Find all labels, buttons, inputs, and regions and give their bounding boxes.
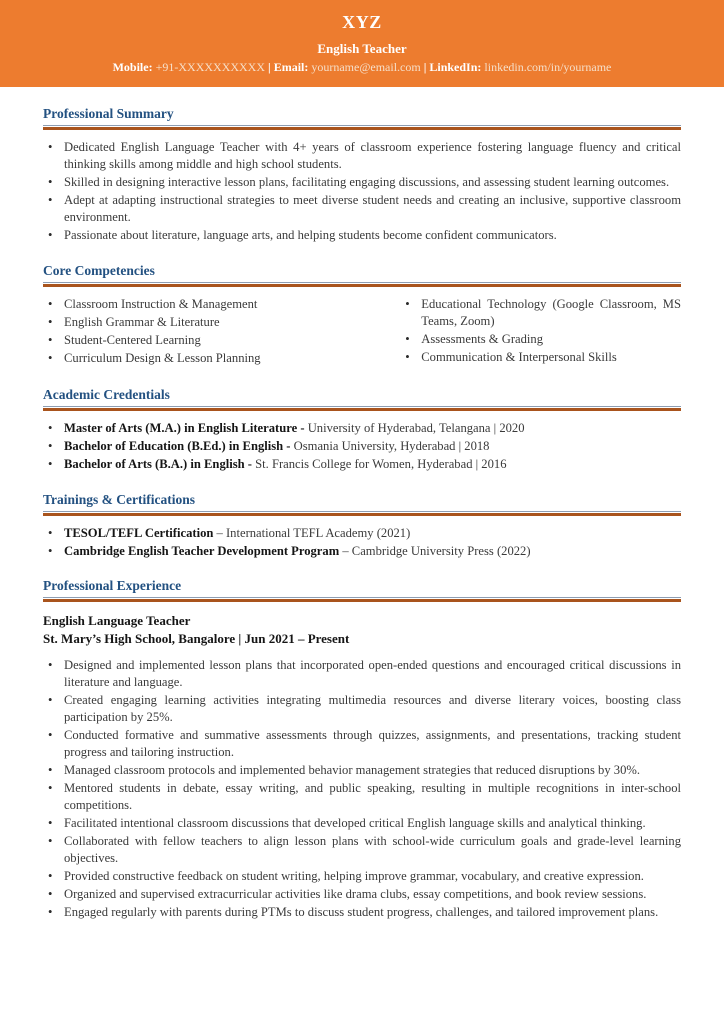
certification-name: Cambridge English Teacher Development Program bbox=[64, 544, 340, 558]
contact-separator: | bbox=[423, 60, 427, 74]
candidate-name: XYZ bbox=[342, 12, 382, 32]
academic-item bbox=[43, 438, 681, 455]
job-header bbox=[43, 612, 681, 648]
section-heading: Core Competencies bbox=[43, 262, 681, 283]
section-professional-summary bbox=[43, 105, 681, 244]
section-trainings-certifications bbox=[43, 491, 681, 560]
degree-detail: Osmania University, Hyderabad | 2018 bbox=[293, 439, 490, 453]
section-divider bbox=[43, 599, 681, 602]
experience-bullet: • Engaged regularly with parents during PTMs to discuss student progress, challenges, and tailored improvement plans. bbox=[43, 904, 681, 921]
summary-bullet: • Dedicated English Language Teacher with 4+ years of classroom experience fostering language fluency and critical thinking skills among middle and high school students. bbox=[43, 139, 681, 173]
competency-item: • Educational Technology (Google Classroom, MS Teams, Zoom) bbox=[400, 296, 681, 330]
summary-bullet: • Skilled in designing interactive lesson plans, facilitating engaging discussions, and assessing student learning outcomes. bbox=[43, 174, 681, 191]
job-title: English Language Teacher bbox=[43, 613, 191, 628]
academic-item bbox=[43, 420, 681, 437]
experience-bullet: • Facilitated intentional classroom discussions that developed critical English language skills and analytical thinking. bbox=[43, 815, 681, 832]
certification-item bbox=[43, 525, 681, 542]
section-heading: Professional Experience bbox=[43, 577, 681, 598]
summary-bullet-list bbox=[43, 139, 681, 244]
section-divider bbox=[43, 513, 681, 516]
experience-bullet: • Organized and supervised extracurricular activities like drama clubs, essay competitions, and book review sessions. bbox=[43, 886, 681, 903]
competency-item: • Assessments & Grading bbox=[400, 331, 681, 348]
email-value: yourname@email.com bbox=[311, 60, 421, 74]
degree-detail: University of Hyderabad, Telangana | 2020 bbox=[307, 421, 525, 435]
linkedin-value: linkedin.com/in/yourname bbox=[484, 60, 612, 74]
experience-bullet: • Managed classroom protocols and implemented behavior management strategies that reduced disruptions by 30%. bbox=[43, 762, 681, 779]
section-divider bbox=[43, 408, 681, 411]
linkedin-label: LinkedIn: bbox=[429, 60, 482, 74]
email-label: Email: bbox=[273, 60, 309, 74]
job-school-dates: St. Mary’s High School, Bangalore | Jun 2021 – Present bbox=[43, 631, 350, 646]
certification-item bbox=[43, 543, 681, 560]
section-divider bbox=[43, 127, 681, 130]
experience-bullet: • Collaborated with fellow teachers to align lesson plans with school-wide curriculum goals and grade-level learning objectives. bbox=[43, 833, 681, 867]
degree-name: Bachelor of Arts (B.A.) in English - bbox=[64, 457, 252, 471]
mobile-value: +91-XXXXXXXXXX bbox=[155, 60, 266, 74]
section-academic-credentials bbox=[43, 386, 681, 473]
competency-item: • Classroom Instruction & Management bbox=[43, 296, 400, 313]
summary-bullet: • Adept at adapting instructional strategies to meet diverse student needs and creating an inclusive, supportive classroom environment. bbox=[43, 192, 681, 226]
section-heading: Academic Credentials bbox=[43, 386, 681, 407]
academics-list bbox=[43, 420, 681, 473]
competencies-right-column bbox=[400, 287, 681, 368]
certification-detail: – International TEFL Academy (2021) bbox=[216, 526, 411, 540]
experience-bullet: • Provided constructive feedback on student writing, helping improve grammar, vocabulary, and creative expression. bbox=[43, 868, 681, 885]
certification-detail: – Cambridge University Press (2022) bbox=[342, 544, 531, 558]
degree-name: Bachelor of Education (B.Ed.) in English - bbox=[64, 439, 291, 453]
academic-item bbox=[43, 456, 681, 473]
contact-separator: | bbox=[268, 60, 271, 74]
degree-name: Master of Arts (M.A.) in English Literature - bbox=[64, 421, 305, 435]
degree-detail: St. Francis College for Women, Hyderabad | 2016 bbox=[255, 457, 507, 471]
competency-item: • Curriculum Design & Lesson Planning bbox=[43, 350, 400, 367]
competency-item: • Student-Centered Learning bbox=[43, 332, 400, 349]
experience-bullet-list bbox=[43, 657, 681, 921]
competency-item: • English Grammar & Literature bbox=[43, 314, 400, 331]
experience-bullet: • Created engaging learning activities integrating multimedia resources and diverse literary voices, boosting class participation by 25%. bbox=[43, 692, 681, 726]
competencies-left-column bbox=[43, 287, 400, 368]
section-heading: Professional Summary bbox=[43, 105, 681, 126]
competency-list bbox=[400, 296, 681, 366]
section-professional-experience bbox=[43, 577, 681, 921]
competency-list bbox=[43, 296, 400, 367]
contact-line bbox=[20, 60, 704, 75]
candidate-job-title: English Teacher bbox=[317, 41, 407, 56]
resume-body bbox=[0, 105, 724, 921]
experience-bullet: • Conducted formative and summative assessments through quizzes, assignments, and presentations, tracking student progress and tailoring instruction. bbox=[43, 727, 681, 761]
experience-bullet: • Designed and implemented lesson plans that incorporated open-ended questions and encouraged critical discussions in literature and language. bbox=[43, 657, 681, 691]
mobile-label: Mobile: bbox=[112, 60, 153, 74]
resume-header bbox=[0, 0, 724, 87]
competencies-columns bbox=[43, 287, 681, 368]
competency-item: • Communication & Interpersonal Skills bbox=[400, 349, 681, 366]
section-core-competencies bbox=[43, 262, 681, 368]
certifications-list bbox=[43, 525, 681, 560]
certification-name: TESOL/TEFL Certification bbox=[64, 526, 214, 540]
summary-bullet: • Passionate about literature, language arts, and helping students become confident communicators. bbox=[43, 227, 681, 244]
experience-bullet: • Mentored students in debate, essay writing, and public speaking, resulting in multiple recognitions in inter-school competitions. bbox=[43, 780, 681, 814]
section-heading: Trainings & Certifications bbox=[43, 491, 681, 512]
